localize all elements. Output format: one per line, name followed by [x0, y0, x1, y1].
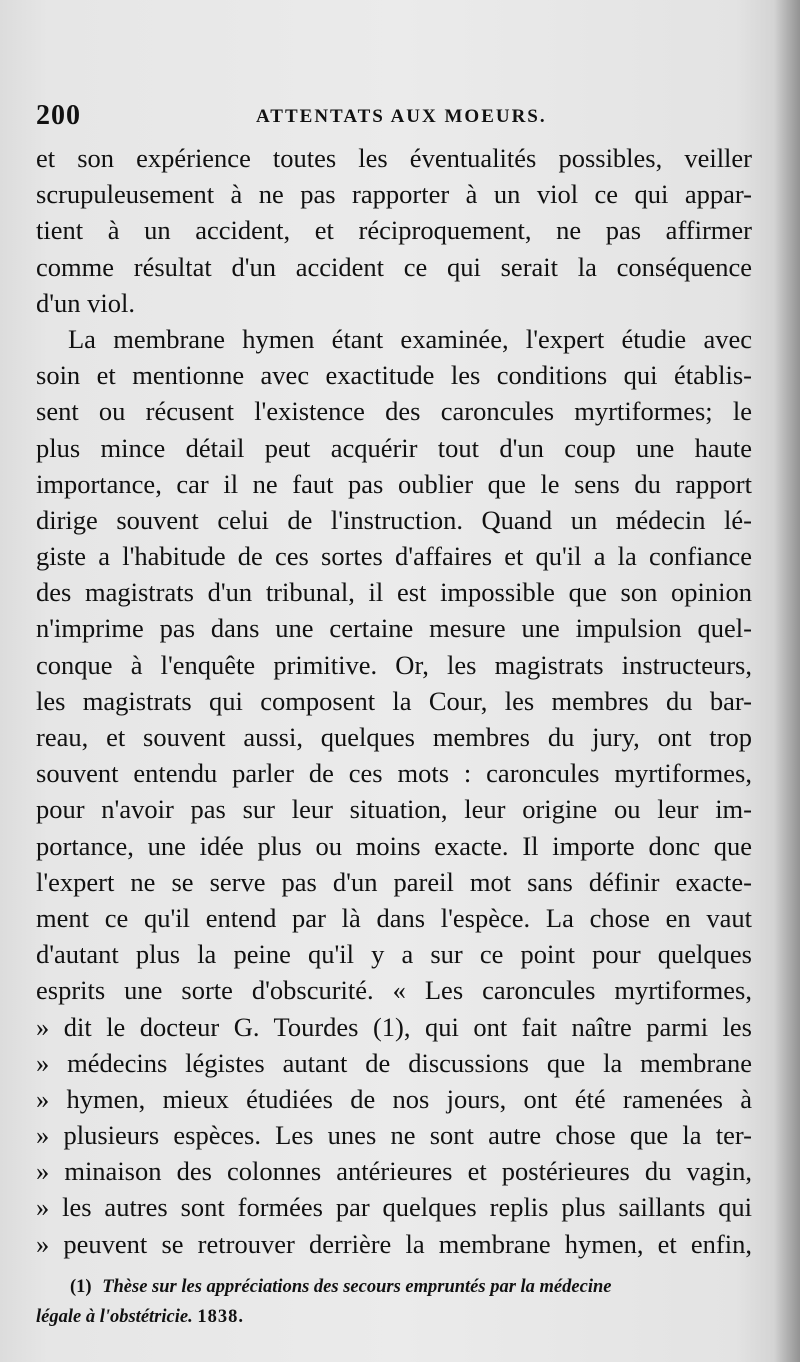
body-text [36, 140, 752, 1262]
text-line: sent ou récusent l'existence des caroncules myrtiformes; le [36, 396, 752, 427]
text-line: » plusieurs espèces. Les unes ne sont autre chose que la ter- [36, 1120, 752, 1151]
page-edge-shadow [774, 0, 800, 1362]
text-line: plus mince détail peut acquérir tout d'un coup une haute [36, 432, 752, 463]
text-line: » dit le docteur G. Tourdes (1), qui ont fait naître parmi les [36, 1011, 752, 1042]
text-line: tient à un accident, et réciproquement, ne pas affirmer [36, 215, 752, 246]
text-line: importance, car il ne faut pas oublier que le sens du rapport [36, 468, 752, 499]
text-line: » minaison des colonnes antérieures et postérieures du vagin, [36, 1156, 752, 1187]
text-line: les magistrats qui composent la Cour, les membres du bar- [36, 685, 752, 716]
footnote-line [36, 1272, 752, 1302]
footnote [36, 1272, 752, 1332]
text-line: scrupuleusement à ne pas rapporter à un viol ce qui appar- [36, 179, 752, 210]
text-line: » hymen, mieux étudiées de nos jours, ont été ramenées à [36, 1083, 752, 1114]
text-line: pour n'avoir pas sur leur situation, leur origine ou leur im- [36, 794, 752, 825]
text-line: des magistrats d'un tribunal, il est impossible que son opinion [36, 577, 752, 608]
footnote-text: Thèse sur les appréciations des secours empruntés par la médecine [102, 1277, 612, 1297]
text-line: giste a l'habitude de ces sortes d'affaires et qu'il a la confiance [36, 541, 752, 572]
text-line: La membrane hymen étant examinée, l'expert étudie avec [68, 323, 752, 354]
text-line: d'un viol. [36, 287, 135, 318]
text-line: souvent entendu parler de ces mots : caroncules myrtiformes, [36, 758, 752, 789]
text-line: et son expérience toutes les éventualités possibles, veiller [36, 143, 752, 173]
text-line: » peuvent se retrouver derrière la membrane hymen, et enfin, [36, 1228, 752, 1259]
page-header [36, 100, 752, 134]
footnote-marker: (1) [70, 1277, 92, 1297]
text-line: esprits une sorte d'obscurité. « Les caroncules myrtiformes, [36, 975, 752, 1006]
footnote-year: 1838. [197, 1307, 244, 1327]
page-number: 200 [36, 100, 81, 131]
footnote-line [36, 1302, 752, 1332]
running-title: ATTENTATS AUX MOEURS. [256, 106, 547, 127]
text-line: d'autant plus la peine qu'il y a sur ce point pour quelques [36, 939, 752, 970]
text-line: comme résultat d'un accident ce qui serait la conséquence [36, 251, 752, 282]
text-line: portance, une idée plus ou moins exacte. Il importe donc que [36, 830, 752, 861]
text-line: n'imprime pas dans une certaine mesure une impulsion quel- [36, 613, 752, 644]
text-line: dirige souvent celui de l'instruction. Quand un médecin lé- [36, 504, 752, 535]
text-line: » médecins légistes autant de discussions que la membrane [36, 1047, 752, 1078]
text-line: » les autres sont formées par quelques replis plus saillants qui [36, 1192, 752, 1223]
text-line: ment ce qu'il entend par là dans l'espèce. La chose en vaut [36, 902, 752, 933]
footnote-text-continued: légale à l'obstétricie. [36, 1307, 193, 1327]
text-line: soin et mentionne avec exactitude les conditions qui établis- [36, 360, 752, 391]
text-line: conque à l'enquête primitive. Or, les magistrats instructeurs, [36, 649, 752, 680]
text-line: reau, et souvent aussi, quelques membres du jury, ont trop [36, 722, 752, 752]
text-line: l'expert ne se serve pas d'un pareil mot sans définir exacte- [36, 866, 752, 897]
